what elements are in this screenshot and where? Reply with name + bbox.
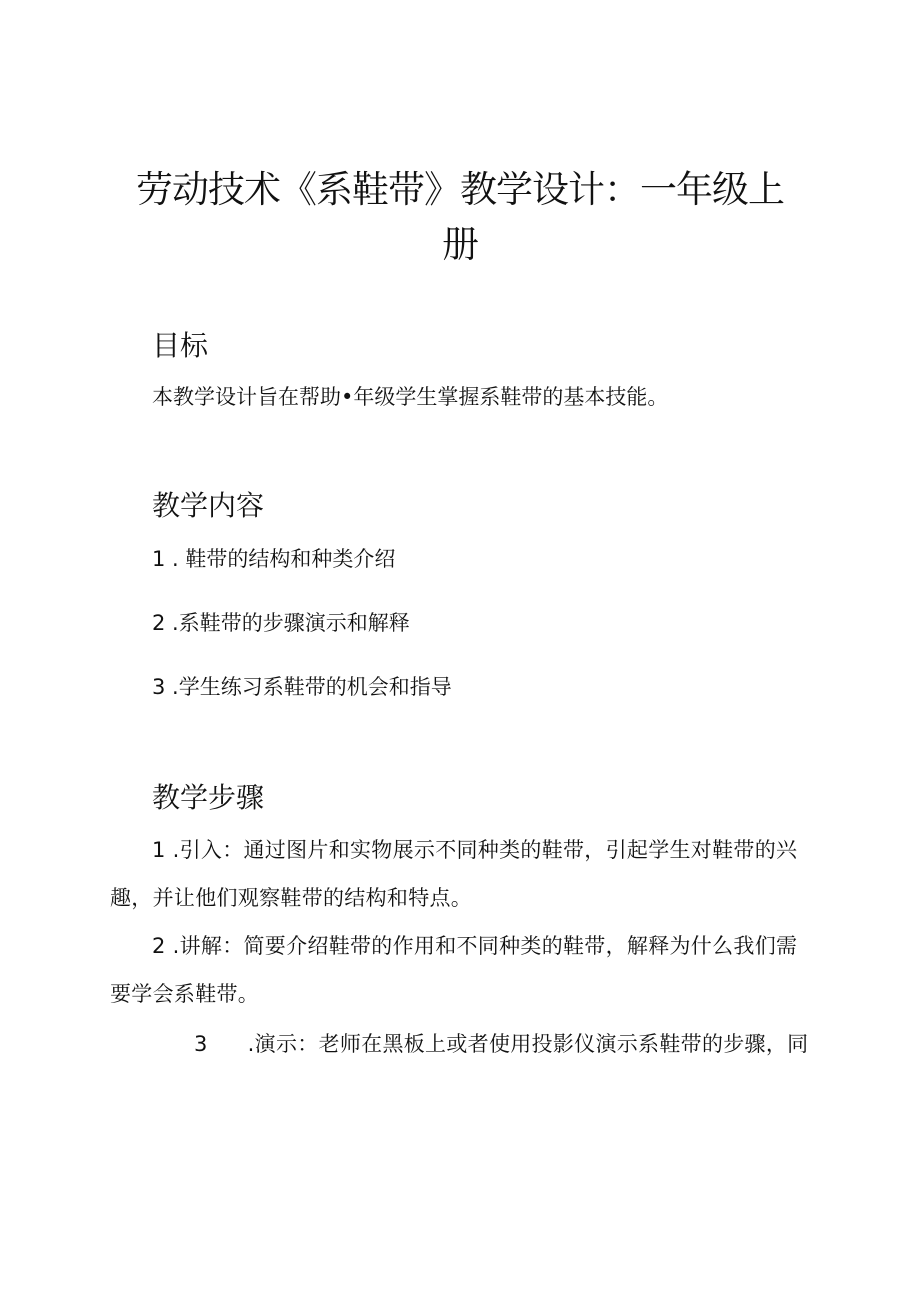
steps-heading: 教学步骤 [152,781,265,814]
content-item-1: 1 . 鞋带的结构和种类介绍 [152,547,396,571]
steps-item-3 [110,1020,815,1068]
content-heading: 教学内容 [152,489,265,522]
document-title: 劳动技术《系鞋带》教学设计：一年级上册 [136,168,784,266]
steps-item-3-number: 3 [194,1032,208,1056]
steps-item-1: 1 .引入：通过图片和实物展示不同种类的鞋带，引起学生对鞋带的兴趣，并让他们观察鞋带的结构和特点。 [110,838,798,910]
steps-item-3-text: .演示：老师在黑板上或者使用投影仪演示系鞋带的步骤，同 [247,1032,809,1056]
content-item-3: 3 .学生练习系鞋带的机会和指导 [152,675,452,699]
steps-item-2: 2 .讲解：简要介绍鞋带的作用和不同种类的鞋带，解释为什么我们需要学会系鞋带。 [110,934,798,1006]
goal-heading: 目标 [152,329,209,362]
goal-text: 本教学设计旨在帮助•年级学生掌握系鞋带的基本技能。 [152,385,669,409]
content-item-2: 2 .系鞋带的步骤演示和解释 [152,611,410,635]
